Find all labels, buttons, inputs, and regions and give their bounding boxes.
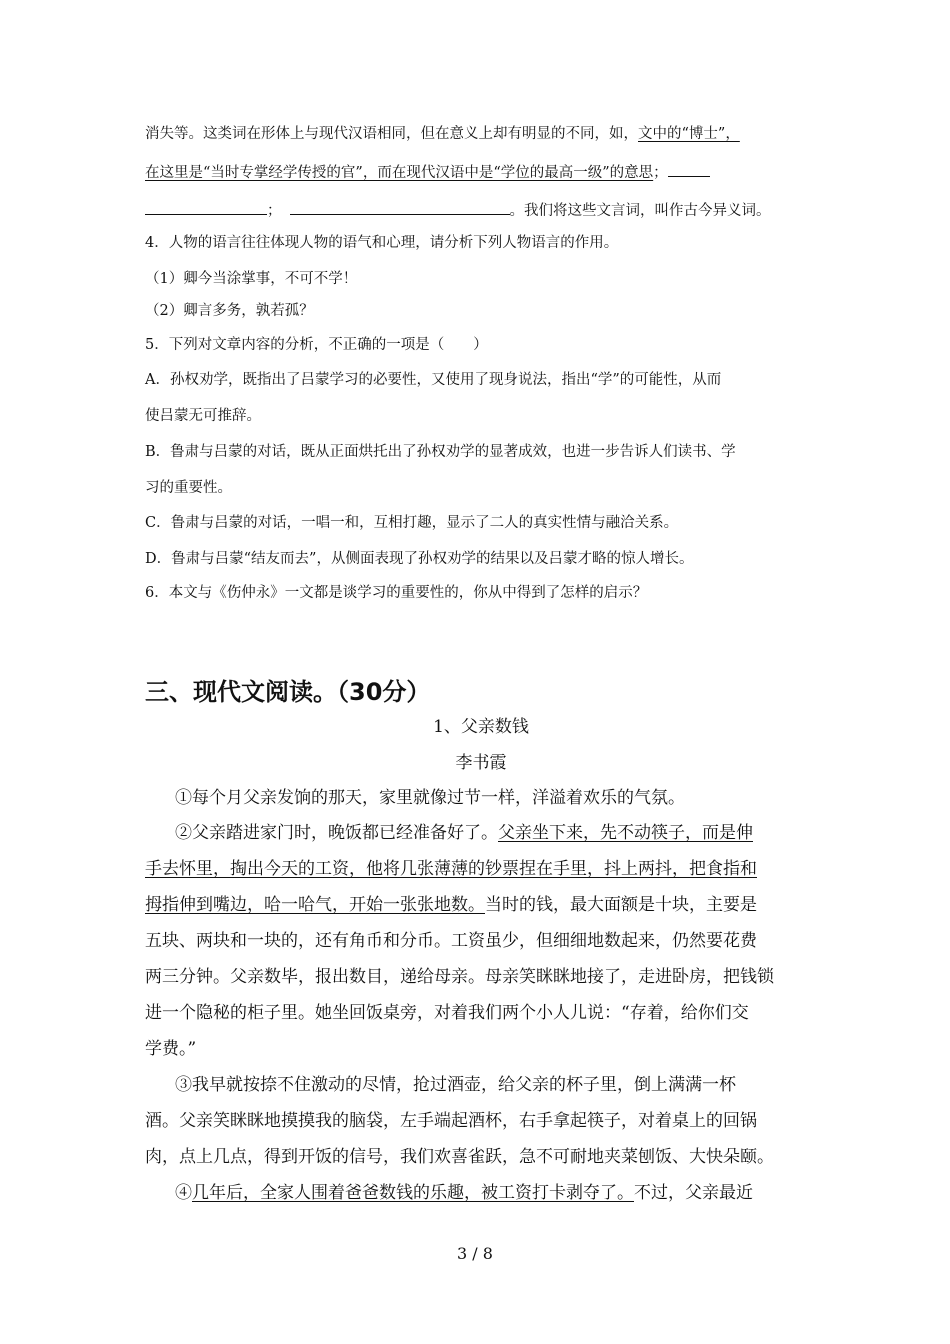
paragraph-2-line: 两三分钟。父亲数毕，报出数目，递给母亲。母亲笑眯眯地接了，走进卧房，把钱锁 [145,967,774,987]
option-a-line-1: A．孙权劝学，既指出了吕蒙学习的必要性，又使用了现身说法，指出“学”的可能性，从而 [145,372,722,388]
option-b-line-1: B．鲁肃与吕蒙的对话，既从正面烘托出了孙权劝学的显著成效，也进一步告诉人们读书、学 [145,444,736,460]
answer-blank[interactable] [668,162,710,177]
text: ②父亲踏进家门时，晚饭都已经准备好了。 [175,823,498,843]
text: 不过，父亲最近 [634,1183,753,1203]
option-c: C．鲁肃与吕蒙的对话，一唱一和，互相打趣，显示了二人的真实性情与融洽关系。 [145,515,679,531]
underlined-text: 几年后，全家人围着爸爸数钱的乐趣，被工资打卡剥夺了。 [192,1183,634,1203]
text: 。我们将这些文言词，叫作古今异义词。 [509,203,771,219]
paragraph-3-line: 酒。父亲笑眯眯地摸摸我的脑袋，左手端起酒杯，右手拿起筷子，对着桌上的回锅 [145,1111,757,1131]
paragraph-3-line: ③我早就按捺不住激动的尽情，抢过酒壶，给父亲的杯子里，倒上满满一杯 [175,1075,736,1095]
article-author: 李书霞 [455,753,507,773]
paragraph-2-line [145,857,817,881]
section-heading: 三、现代文阅读。（30分） [145,678,431,706]
text-line [145,200,817,221]
article-title: 1、父亲数钱 [433,717,529,737]
text: ； [267,203,282,219]
question-4-item-2: （2）卿言多务，孰若孤？ [145,303,314,319]
paragraph-4-line [145,1181,817,1205]
paragraph-3-line: 肉，点上几点，得到开饭的信号，我们欢喜雀跃，急不可耐地夹菜刨饭、大快朵颐。 [145,1147,774,1167]
question-4-item-1: （1）卿今当涂掌事，不可不学！ [145,271,358,287]
paragraph-2-line [145,821,817,845]
underlined-text: 父亲坐下来，先不动筷子，而是伸 [498,823,753,843]
paragraph-2-line: 五块、两块和一块的，还有角币和分币。工资虽少，但细细地数起来，仍然要花费 [145,931,757,951]
paragraph-2-line [145,893,817,917]
text: ； [653,165,668,181]
question-6: 6．本文与《伤仲永》一文都是谈学习的重要性的，你从中得到了怎样的启示？ [145,585,648,601]
underlined-text: 拇指伸到嘴边，哈一哈气，开始一张张地数。 [145,895,485,915]
underlined-text: 在这里是“当时专掌经学传授的官”，而在现代汉语中是“学位的最高一级”的意思 [145,165,654,181]
page-number: 3 / 8 [457,1244,493,1263]
paragraph-2-line: 进一个隐秘的柜子里。她坐回饭桌旁，对着我们两个小人儿说：“存着，给你们交 [145,1003,749,1023]
text: ④ [175,1183,192,1203]
text: 当时的钱，最大面额是十块，主要是 [485,895,757,915]
option-a-line-2: 使吕蒙无可推辞。 [145,408,261,424]
question-5: 5．下列对文章内容的分析，不正确的一项是（ ） [145,337,488,353]
paragraph-1: ①每个月父亲发饷的那天，家里就像过节一样，洋溢着欢乐的气氛。 [175,788,685,808]
paragraph-2-line: 学费。” [145,1039,197,1059]
question-4: 4．人物的语言往往体现人物的语气和心理，请分析下列人物语言的作用。 [145,235,619,251]
underlined-text: 手去怀里，掏出今天的工资，他将几张薄薄的钞票捏在手里，抖上两抖，把食指和 [145,859,757,879]
underlined-text: 文中的“博士”， [638,126,740,142]
answer-blank[interactable] [290,200,510,215]
text: 消失等。这类词在形体上与现代汉语相同，但在意义上却有明显的不同，如， [145,126,638,142]
text-line [145,124,817,144]
option-d: D．鲁肃与吕蒙“结友而去”，从侧面表现了孙权劝学的结果以及吕蒙才略的惊人增长。 [145,551,694,567]
answer-blank[interactable] [145,200,267,215]
option-b-line-2: 习的重要性。 [145,480,232,496]
text-line [145,162,817,183]
